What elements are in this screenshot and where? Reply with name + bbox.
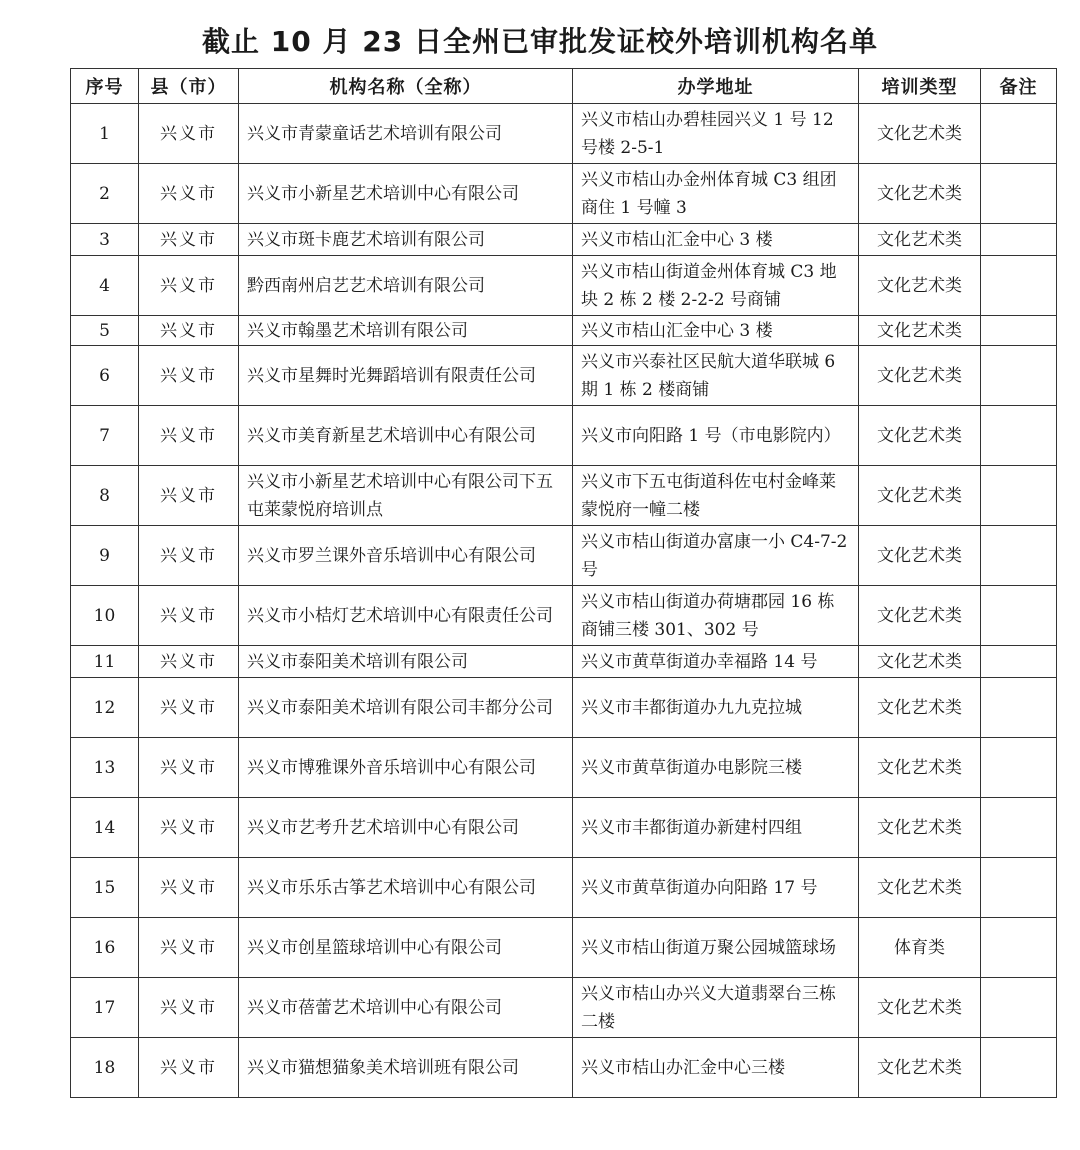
- table-row: [71, 646, 1057, 678]
- row-training-type: 文化艺术类: [859, 858, 981, 918]
- row-address: 兴义市黄草街道办幸福路 14 号: [573, 646, 859, 678]
- row-number: 5: [71, 316, 139, 346]
- row-county: 兴义市: [139, 678, 239, 738]
- row-note: [981, 316, 1057, 346]
- row-training-type: 文化艺术类: [859, 104, 981, 164]
- row-training-type: 文化艺术类: [859, 1038, 981, 1098]
- table-row: [71, 918, 1057, 978]
- row-training-type: 文化艺术类: [859, 798, 981, 858]
- institution-table: [70, 68, 1057, 1098]
- col-header-type: 培训类型: [859, 69, 981, 104]
- row-county: 兴义市: [139, 586, 239, 646]
- row-county: 兴义市: [139, 346, 239, 406]
- row-institution-name: 兴义市小新星艺术培训中心有限公司: [239, 164, 573, 224]
- table-row: [71, 346, 1057, 406]
- row-address: 兴义市丰都街道办新建村四组: [573, 798, 859, 858]
- table-row: [71, 526, 1057, 586]
- row-note: [981, 466, 1057, 526]
- row-training-type: 文化艺术类: [859, 678, 981, 738]
- col-header-name: 机构名称（全称）: [239, 69, 573, 104]
- row-institution-name: 兴义市翰墨艺术培训有限公司: [239, 316, 573, 346]
- row-training-type: 文化艺术类: [859, 978, 981, 1038]
- table-row: [71, 1038, 1057, 1098]
- row-institution-name: 兴义市青蒙童话艺术培训有限公司: [239, 104, 573, 164]
- row-training-type: 文化艺术类: [859, 646, 981, 678]
- row-county: 兴义市: [139, 646, 239, 678]
- row-address: 兴义市桔山街道万聚公园城篮球场: [573, 918, 859, 978]
- row-institution-name: 兴义市美育新星艺术培训中心有限公司: [239, 406, 573, 466]
- table-row: [71, 224, 1057, 256]
- row-number: 2: [71, 164, 139, 224]
- row-address: 兴义市桔山办金州体育城 C3 组团商住 1 号幢 3: [573, 164, 859, 224]
- row-county: 兴义市: [139, 798, 239, 858]
- row-number: 3: [71, 224, 139, 256]
- table-body: [71, 104, 1057, 1098]
- row-address: 兴义市黄草街道办电影院三楼: [573, 738, 859, 798]
- row-note: [981, 406, 1057, 466]
- col-header-address: 办学地址: [573, 69, 859, 104]
- document-title: 截止 10 月 23 日全州已审批发证校外培训机构名单: [202, 25, 878, 58]
- row-institution-name: 兴义市艺考升艺术培训中心有限公司: [239, 798, 573, 858]
- row-institution-name: 兴义市乐乐古筝艺术培训中心有限公司: [239, 858, 573, 918]
- table-header-row: [71, 69, 1057, 104]
- table-row: [71, 316, 1057, 346]
- row-training-type: 体育类: [859, 918, 981, 978]
- row-county: 兴义市: [139, 316, 239, 346]
- row-training-type: 文化艺术类: [859, 316, 981, 346]
- row-number: 1: [71, 104, 139, 164]
- row-number: 15: [71, 858, 139, 918]
- row-institution-name: 兴义市泰阳美术培训有限公司: [239, 646, 573, 678]
- table-row: [71, 406, 1057, 466]
- row-training-type: 文化艺术类: [859, 224, 981, 256]
- table-row: [71, 104, 1057, 164]
- row-number: 18: [71, 1038, 139, 1098]
- row-county: 兴义市: [139, 256, 239, 316]
- row-institution-name: 兴义市博雅课外音乐培训中心有限公司: [239, 738, 573, 798]
- row-note: [981, 918, 1057, 978]
- row-county: 兴义市: [139, 406, 239, 466]
- row-note: [981, 678, 1057, 738]
- row-county: 兴义市: [139, 918, 239, 978]
- table-row: [71, 798, 1057, 858]
- col-header-note: 备注: [981, 69, 1057, 104]
- row-address: 兴义市桔山办汇金中心三楼: [573, 1038, 859, 1098]
- row-county: 兴义市: [139, 466, 239, 526]
- row-address: 兴义市黄草街道办向阳路 17 号: [573, 858, 859, 918]
- row-training-type: 文化艺术类: [859, 346, 981, 406]
- table-row: [71, 978, 1057, 1038]
- row-address: 兴义市桔山汇金中心 3 楼: [573, 316, 859, 346]
- row-address: 兴义市丰都街道办九九克拉城: [573, 678, 859, 738]
- row-institution-name: 兴义市罗兰课外音乐培训中心有限公司: [239, 526, 573, 586]
- row-number: 17: [71, 978, 139, 1038]
- row-number: 4: [71, 256, 139, 316]
- row-institution-name: 兴义市创星篮球培训中心有限公司: [239, 918, 573, 978]
- row-number: 6: [71, 346, 139, 406]
- row-note: [981, 858, 1057, 918]
- row-address: 兴义市桔山街道办富康一小 C4-7-2 号: [573, 526, 859, 586]
- row-county: 兴义市: [139, 164, 239, 224]
- row-county: 兴义市: [139, 738, 239, 798]
- row-institution-name: 兴义市蓓蕾艺术培训中心有限公司: [239, 978, 573, 1038]
- row-number: 14: [71, 798, 139, 858]
- row-number: 7: [71, 406, 139, 466]
- row-county: 兴义市: [139, 104, 239, 164]
- row-note: [981, 526, 1057, 586]
- row-address: 兴义市下五屯街道科佐屯村金峰莱蒙悦府一幢二楼: [573, 466, 859, 526]
- row-note: [981, 1038, 1057, 1098]
- row-note: [981, 256, 1057, 316]
- row-institution-name: 兴义市星舞时光舞蹈培训有限责任公司: [239, 346, 573, 406]
- col-header-no: 序号: [71, 69, 139, 104]
- row-training-type: 文化艺术类: [859, 466, 981, 526]
- row-note: [981, 978, 1057, 1038]
- row-note: [981, 646, 1057, 678]
- row-county: 兴义市: [139, 1038, 239, 1098]
- row-county: 兴义市: [139, 978, 239, 1038]
- row-address: 兴义市兴泰社区民航大道华联城 6 期 1 栋 2 楼商铺: [573, 346, 859, 406]
- row-institution-name: 兴义市小桔灯艺术培训中心有限责任公司: [239, 586, 573, 646]
- row-number: 10: [71, 586, 139, 646]
- row-address: 兴义市桔山办碧桂园兴义 1 号 12 号楼 2-5-1: [573, 104, 859, 164]
- table-row: [71, 256, 1057, 316]
- table-row: [71, 678, 1057, 738]
- row-training-type: 文化艺术类: [859, 164, 981, 224]
- row-county: 兴义市: [139, 224, 239, 256]
- row-institution-name: 兴义市泰阳美术培训有限公司丰都分公司: [239, 678, 573, 738]
- row-number: 11: [71, 646, 139, 678]
- row-training-type: 文化艺术类: [859, 256, 981, 316]
- row-training-type: 文化艺术类: [859, 738, 981, 798]
- row-note: [981, 738, 1057, 798]
- row-note: [981, 104, 1057, 164]
- table-row: [71, 586, 1057, 646]
- table-row: [71, 858, 1057, 918]
- row-number: 13: [71, 738, 139, 798]
- row-address: 兴义市桔山办兴义大道翡翠台三栋二楼: [573, 978, 859, 1038]
- row-institution-name: 黔西南州启艺艺术培训有限公司: [239, 256, 573, 316]
- row-number: 9: [71, 526, 139, 586]
- row-note: [981, 586, 1057, 646]
- row-number: 8: [71, 466, 139, 526]
- row-note: [981, 224, 1057, 256]
- col-header-county: 县（市）: [139, 69, 239, 104]
- row-institution-name: 兴义市猫想猫象美术培训班有限公司: [239, 1038, 573, 1098]
- row-note: [981, 346, 1057, 406]
- row-address: 兴义市桔山街道金州体育城 C3 地块 2 栋 2 楼 2-2-2 号商铺: [573, 256, 859, 316]
- row-number: 16: [71, 918, 139, 978]
- row-training-type: 文化艺术类: [859, 586, 981, 646]
- table-row: [71, 164, 1057, 224]
- row-county: 兴义市: [139, 526, 239, 586]
- row-number: 12: [71, 678, 139, 738]
- table-row: [71, 466, 1057, 526]
- row-institution-name: 兴义市小新星艺术培训中心有限公司下五屯莱蒙悦府培训点: [239, 466, 573, 526]
- row-county: 兴义市: [139, 858, 239, 918]
- row-address: 兴义市向阳路 1 号（市电影院内）: [573, 406, 859, 466]
- row-training-type: 文化艺术类: [859, 526, 981, 586]
- row-note: [981, 798, 1057, 858]
- row-training-type: 文化艺术类: [859, 406, 981, 466]
- row-address: 兴义市桔山汇金中心 3 楼: [573, 224, 859, 256]
- table-row: [71, 738, 1057, 798]
- row-note: [981, 164, 1057, 224]
- row-address: 兴义市桔山街道办荷塘郡园 16 栋商铺三楼 301、302 号: [573, 586, 859, 646]
- row-institution-name: 兴义市斑卡鹿艺术培训有限公司: [239, 224, 573, 256]
